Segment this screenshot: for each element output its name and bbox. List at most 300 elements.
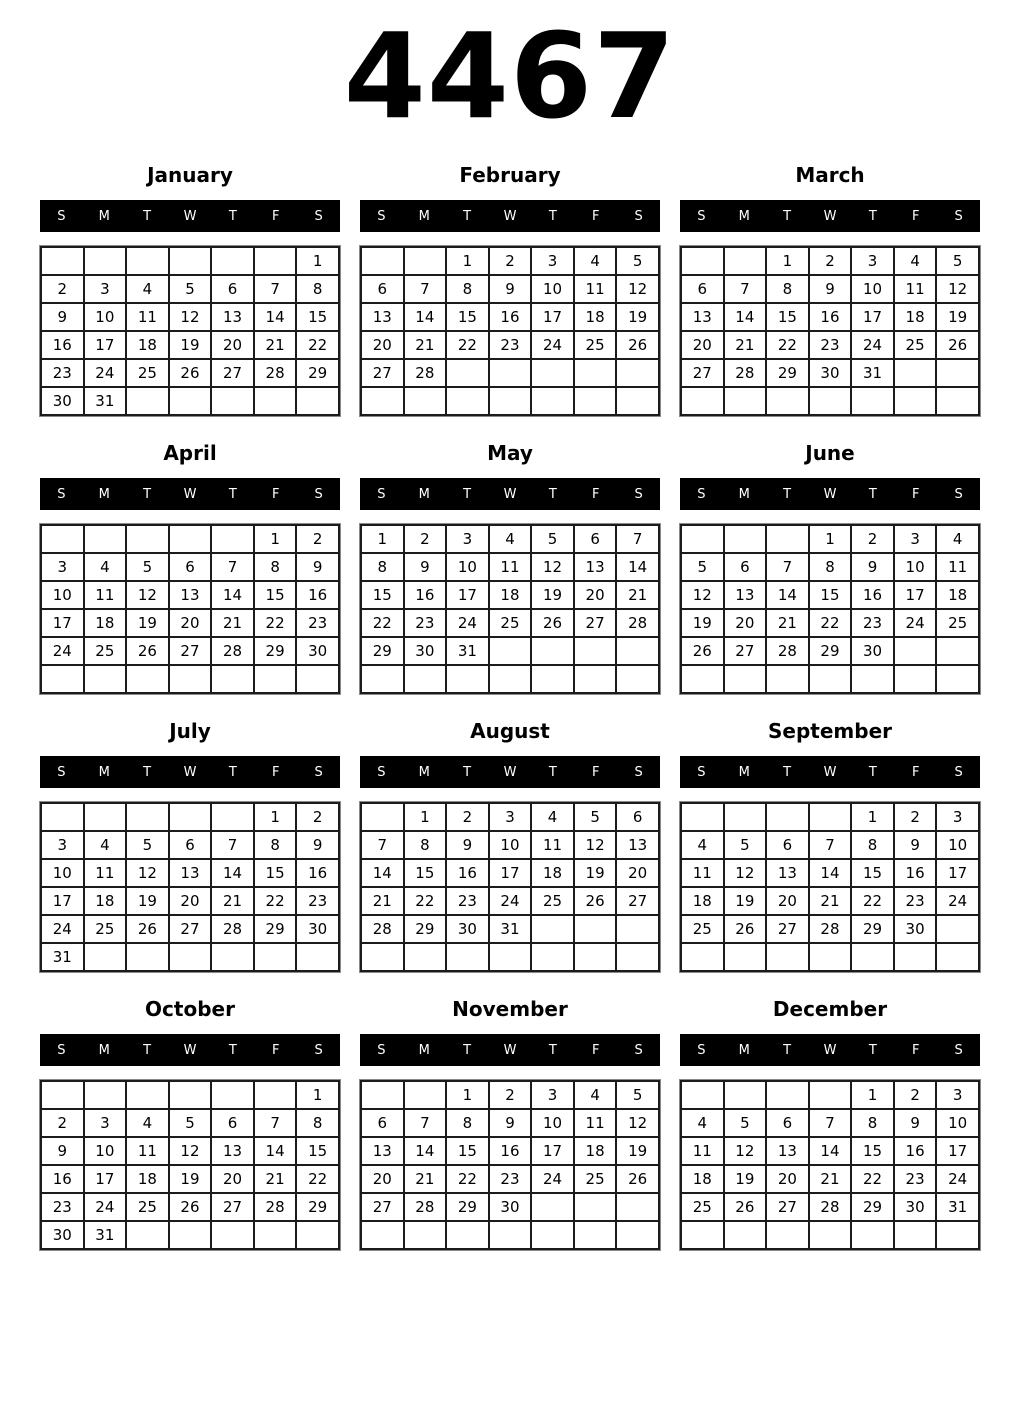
dates-table: [680, 246, 980, 416]
date-cell: 5: [574, 803, 617, 831]
date-cell: 26: [126, 915, 169, 943]
empty-cell: [84, 525, 127, 553]
date-cell: 23: [894, 887, 937, 915]
empty-cell: [84, 665, 127, 693]
week-row: [41, 609, 339, 637]
date-cell: 29: [296, 359, 339, 387]
day-header-cell: T: [463, 1042, 472, 1058]
date-cell: 9: [296, 831, 339, 859]
date-cell: 2: [404, 525, 447, 553]
date-cell: 9: [894, 1109, 937, 1137]
year-title: 4467: [343, 7, 677, 145]
date-cell: 8: [851, 831, 894, 859]
date-cell: 30: [894, 1193, 937, 1221]
empty-cell: [574, 359, 617, 387]
month-title: March: [795, 163, 865, 188]
empty-cell: [404, 1081, 447, 1109]
empty-cell: [211, 803, 254, 831]
empty-cell: [361, 387, 404, 415]
empty-cell: [361, 247, 404, 275]
empty-cell: [296, 387, 339, 415]
date-cell: 15: [446, 303, 489, 331]
date-cell: 1: [296, 247, 339, 275]
day-header-cell: F: [591, 764, 600, 780]
date-cell: 15: [296, 303, 339, 331]
day-header-row: [680, 200, 980, 232]
week-row: [681, 943, 979, 971]
empty-cell: [809, 803, 852, 831]
date-cell: 11: [489, 553, 532, 581]
date-cell: 24: [489, 887, 532, 915]
empty-cell: [616, 665, 659, 693]
empty-cell: [894, 637, 937, 665]
month-title: April: [163, 441, 217, 466]
day-header-cell: S: [314, 208, 323, 224]
empty-cell: [446, 359, 489, 387]
date-cell: 7: [361, 831, 404, 859]
date-cell: 12: [936, 275, 979, 303]
empty-cell: [681, 1221, 724, 1249]
date-cell: 31: [489, 915, 532, 943]
empty-cell: [489, 359, 532, 387]
date-cell: 8: [254, 553, 297, 581]
date-cell: 10: [531, 275, 574, 303]
day-header-cell: S: [634, 486, 643, 502]
day-header-cell: S: [377, 486, 386, 502]
empty-cell: [531, 359, 574, 387]
date-cell: 18: [531, 859, 574, 887]
date-cell: 17: [851, 303, 894, 331]
date-cell: 10: [894, 553, 937, 581]
date-cell: 22: [296, 1165, 339, 1193]
empty-cell: [809, 387, 852, 415]
empty-cell: [936, 665, 979, 693]
date-cell: 10: [489, 831, 532, 859]
date-cell: 18: [84, 609, 127, 637]
date-cell: 1: [296, 1081, 339, 1109]
day-header-cell: W: [823, 764, 837, 780]
empty-cell: [894, 943, 937, 971]
empty-cell: [894, 665, 937, 693]
date-cell: 24: [84, 1193, 127, 1221]
date-cell: 2: [296, 525, 339, 553]
date-cell: 31: [84, 1221, 127, 1249]
date-cell: 22: [446, 331, 489, 359]
date-cell: 21: [254, 1165, 297, 1193]
date-cell: 27: [211, 1193, 254, 1221]
day-header-cell: T: [463, 764, 472, 780]
empty-cell: [531, 943, 574, 971]
date-cell: 14: [254, 303, 297, 331]
week-row: [361, 553, 659, 581]
date-cell: 18: [489, 581, 532, 609]
date-cell: 4: [681, 831, 724, 859]
week-row: [41, 831, 339, 859]
empty-cell: [936, 359, 979, 387]
date-cell: 25: [936, 609, 979, 637]
empty-cell: [894, 1221, 937, 1249]
date-cell: 26: [574, 887, 617, 915]
day-header-cell: S: [634, 208, 643, 224]
date-cell: 12: [616, 275, 659, 303]
date-cell: 21: [404, 1165, 447, 1193]
day-header-cell: M: [738, 208, 750, 224]
date-cell: 27: [766, 1193, 809, 1221]
week-row: [681, 803, 979, 831]
empty-cell: [531, 665, 574, 693]
date-cell: 14: [254, 1137, 297, 1165]
empty-cell: [211, 247, 254, 275]
date-cell: 5: [724, 1109, 767, 1137]
empty-cell: [766, 665, 809, 693]
month-title: June: [805, 441, 855, 466]
empty-cell: [361, 665, 404, 693]
date-cell: 26: [724, 1193, 767, 1221]
date-cell: 16: [851, 581, 894, 609]
day-header-cell: W: [823, 1042, 837, 1058]
date-cell: 19: [574, 859, 617, 887]
date-cell: 14: [211, 859, 254, 887]
dates-table: [40, 802, 340, 972]
date-cell: 11: [681, 859, 724, 887]
day-header-cell: T: [548, 1042, 557, 1058]
empty-cell: [766, 1221, 809, 1249]
date-cell: 5: [169, 275, 212, 303]
date-cell: 7: [254, 1109, 297, 1137]
date-cell: 23: [894, 1165, 937, 1193]
date-cell: 2: [894, 1081, 937, 1109]
day-header-cell: W: [823, 486, 837, 502]
date-cell: 1: [446, 1081, 489, 1109]
date-cell: 27: [361, 359, 404, 387]
date-cell: 26: [936, 331, 979, 359]
date-cell: 27: [681, 359, 724, 387]
date-cell: 28: [724, 359, 767, 387]
empty-cell: [724, 943, 767, 971]
month-april: [40, 441, 340, 694]
date-cell: 17: [936, 1137, 979, 1165]
empty-cell: [724, 525, 767, 553]
day-header-cell: T: [228, 208, 237, 224]
date-cell: 18: [681, 1165, 724, 1193]
empty-cell: [851, 665, 894, 693]
date-cell: 9: [41, 303, 84, 331]
day-header-row: [680, 478, 980, 510]
day-header-cell: F: [591, 486, 600, 502]
date-cell: 11: [574, 275, 617, 303]
date-cell: 19: [724, 887, 767, 915]
date-cell: 21: [809, 1165, 852, 1193]
date-cell: 21: [809, 887, 852, 915]
date-cell: 2: [296, 803, 339, 831]
date-cell: 22: [254, 887, 297, 915]
date-cell: 17: [531, 303, 574, 331]
date-cell: 3: [84, 275, 127, 303]
date-cell: 20: [211, 331, 254, 359]
week-row: [361, 1165, 659, 1193]
date-cell: 23: [809, 331, 852, 359]
date-cell: 11: [936, 553, 979, 581]
date-cell: 1: [404, 803, 447, 831]
week-row: [681, 247, 979, 275]
date-cell: 21: [404, 331, 447, 359]
date-cell: 5: [616, 247, 659, 275]
date-cell: 16: [489, 1137, 532, 1165]
day-header-cell: T: [783, 764, 792, 780]
empty-cell: [296, 1221, 339, 1249]
date-cell: 1: [766, 247, 809, 275]
date-cell: 17: [894, 581, 937, 609]
empty-cell: [446, 943, 489, 971]
date-cell: 25: [894, 331, 937, 359]
date-cell: 3: [446, 525, 489, 553]
week-row: [41, 1081, 339, 1109]
empty-cell: [254, 1221, 297, 1249]
week-row: [361, 1109, 659, 1137]
day-header-cell: S: [697, 486, 706, 502]
date-cell: 25: [126, 1193, 169, 1221]
day-header-row: [40, 478, 340, 510]
date-cell: 14: [766, 581, 809, 609]
date-cell: 27: [169, 637, 212, 665]
date-cell: 1: [809, 525, 852, 553]
date-cell: 28: [766, 637, 809, 665]
week-row: [361, 887, 659, 915]
date-cell: 13: [766, 1137, 809, 1165]
date-cell: 19: [681, 609, 724, 637]
week-row: [361, 303, 659, 331]
date-cell: 15: [766, 303, 809, 331]
date-cell: 13: [169, 581, 212, 609]
date-cell: 11: [894, 275, 937, 303]
empty-cell: [169, 943, 212, 971]
date-cell: 10: [446, 553, 489, 581]
week-row: [41, 943, 339, 971]
date-cell: 19: [169, 1165, 212, 1193]
date-cell: 29: [296, 1193, 339, 1221]
empty-cell: [681, 525, 724, 553]
date-cell: 20: [361, 331, 404, 359]
empty-cell: [616, 915, 659, 943]
empty-cell: [616, 1221, 659, 1249]
date-cell: 30: [809, 359, 852, 387]
empty-cell: [169, 665, 212, 693]
week-row: [41, 525, 339, 553]
date-cell: 9: [809, 275, 852, 303]
week-row: [361, 581, 659, 609]
empty-cell: [404, 943, 447, 971]
date-cell: 24: [894, 609, 937, 637]
empty-cell: [809, 943, 852, 971]
empty-cell: [809, 1081, 852, 1109]
week-row: [681, 1193, 979, 1221]
month-november: [360, 997, 660, 1250]
date-cell: 31: [936, 1193, 979, 1221]
day-header-cell: M: [738, 1042, 750, 1058]
date-cell: 10: [41, 859, 84, 887]
day-header-cell: S: [954, 486, 963, 502]
week-row: [41, 303, 339, 331]
empty-cell: [574, 915, 617, 943]
week-row: [361, 831, 659, 859]
date-cell: 16: [41, 1165, 84, 1193]
date-cell: 4: [84, 553, 127, 581]
date-cell: 12: [574, 831, 617, 859]
date-cell: 3: [894, 525, 937, 553]
date-cell: 28: [809, 915, 852, 943]
date-cell: 9: [296, 553, 339, 581]
date-cell: 1: [254, 525, 297, 553]
date-cell: 21: [766, 609, 809, 637]
date-cell: 14: [616, 553, 659, 581]
date-cell: 14: [404, 1137, 447, 1165]
month-title: August: [470, 719, 550, 744]
week-row: [681, 387, 979, 415]
date-cell: 16: [809, 303, 852, 331]
week-row: [41, 553, 339, 581]
date-cell: 22: [254, 609, 297, 637]
date-cell: 20: [766, 887, 809, 915]
day-header-cell: S: [697, 1042, 706, 1058]
date-cell: 25: [126, 359, 169, 387]
date-cell: 5: [531, 525, 574, 553]
week-row: [41, 1109, 339, 1137]
date-cell: 18: [681, 887, 724, 915]
date-cell: 26: [681, 637, 724, 665]
empty-cell: [254, 1081, 297, 1109]
date-cell: 7: [404, 275, 447, 303]
day-header-cell: S: [314, 486, 323, 502]
empty-cell: [724, 803, 767, 831]
empty-cell: [531, 387, 574, 415]
date-cell: 24: [851, 331, 894, 359]
date-cell: 23: [489, 1165, 532, 1193]
date-cell: 25: [531, 887, 574, 915]
empty-cell: [41, 803, 84, 831]
week-row: [681, 359, 979, 387]
week-row: [681, 1221, 979, 1249]
date-cell: 15: [851, 1137, 894, 1165]
empty-cell: [296, 665, 339, 693]
date-cell: 25: [84, 915, 127, 943]
empty-cell: [489, 1221, 532, 1249]
date-cell: 4: [574, 247, 617, 275]
date-cell: 9: [41, 1137, 84, 1165]
empty-cell: [446, 665, 489, 693]
day-header-cell: S: [57, 486, 66, 502]
date-cell: 4: [894, 247, 937, 275]
date-cell: 13: [211, 303, 254, 331]
date-cell: 22: [851, 887, 894, 915]
empty-cell: [766, 803, 809, 831]
date-cell: 13: [574, 553, 617, 581]
dates-table: [360, 246, 660, 416]
date-cell: 1: [361, 525, 404, 553]
empty-cell: [616, 1193, 659, 1221]
date-cell: 22: [766, 331, 809, 359]
date-cell: 2: [489, 1081, 532, 1109]
day-header-cell: S: [634, 764, 643, 780]
week-row: [681, 553, 979, 581]
date-cell: 16: [894, 859, 937, 887]
date-cell: 3: [531, 1081, 574, 1109]
month-title: October: [145, 997, 235, 1022]
week-row: [41, 859, 339, 887]
empty-cell: [531, 915, 574, 943]
empty-cell: [681, 247, 724, 275]
date-cell: 16: [41, 331, 84, 359]
week-row: [41, 1137, 339, 1165]
empty-cell: [361, 1081, 404, 1109]
date-cell: 1: [851, 803, 894, 831]
date-cell: 10: [531, 1109, 574, 1137]
date-cell: 4: [84, 831, 127, 859]
date-cell: 6: [361, 1109, 404, 1137]
date-cell: 17: [489, 859, 532, 887]
day-header-cell: F: [271, 486, 280, 502]
date-cell: 7: [211, 553, 254, 581]
dates-table: [360, 1080, 660, 1250]
month-june: [680, 441, 980, 694]
date-cell: 12: [531, 553, 574, 581]
empty-cell: [489, 637, 532, 665]
date-cell: 9: [851, 553, 894, 581]
day-header-cell: M: [98, 1042, 110, 1058]
date-cell: 4: [489, 525, 532, 553]
date-cell: 26: [616, 331, 659, 359]
week-row: [361, 803, 659, 831]
date-cell: 22: [361, 609, 404, 637]
date-cell: 3: [41, 831, 84, 859]
date-cell: 23: [489, 331, 532, 359]
date-cell: 26: [616, 1165, 659, 1193]
date-cell: 5: [126, 553, 169, 581]
date-cell: 2: [894, 803, 937, 831]
empty-cell: [361, 1221, 404, 1249]
date-cell: 2: [41, 275, 84, 303]
date-cell: 23: [296, 609, 339, 637]
date-cell: 21: [211, 887, 254, 915]
date-cell: 8: [766, 275, 809, 303]
date-cell: 11: [126, 303, 169, 331]
empty-cell: [404, 1221, 447, 1249]
empty-cell: [126, 943, 169, 971]
empty-cell: [574, 1193, 617, 1221]
day-header-row: [360, 200, 660, 232]
date-cell: 18: [894, 303, 937, 331]
empty-cell: [531, 637, 574, 665]
month-title: September: [768, 719, 892, 744]
empty-cell: [894, 359, 937, 387]
day-header-cell: F: [911, 1042, 920, 1058]
date-cell: 24: [84, 359, 127, 387]
month-march: [680, 163, 980, 416]
empty-cell: [84, 247, 127, 275]
date-cell: 8: [254, 831, 297, 859]
week-row: [361, 1221, 659, 1249]
date-cell: 15: [296, 1137, 339, 1165]
week-row: [41, 247, 339, 275]
empty-cell: [404, 247, 447, 275]
week-row: [681, 915, 979, 943]
date-cell: 12: [126, 859, 169, 887]
day-header-cell: W: [183, 208, 197, 224]
date-cell: 26: [531, 609, 574, 637]
month-january: [40, 163, 340, 416]
date-cell: 28: [404, 1193, 447, 1221]
date-cell: 9: [446, 831, 489, 859]
date-cell: 9: [489, 1109, 532, 1137]
